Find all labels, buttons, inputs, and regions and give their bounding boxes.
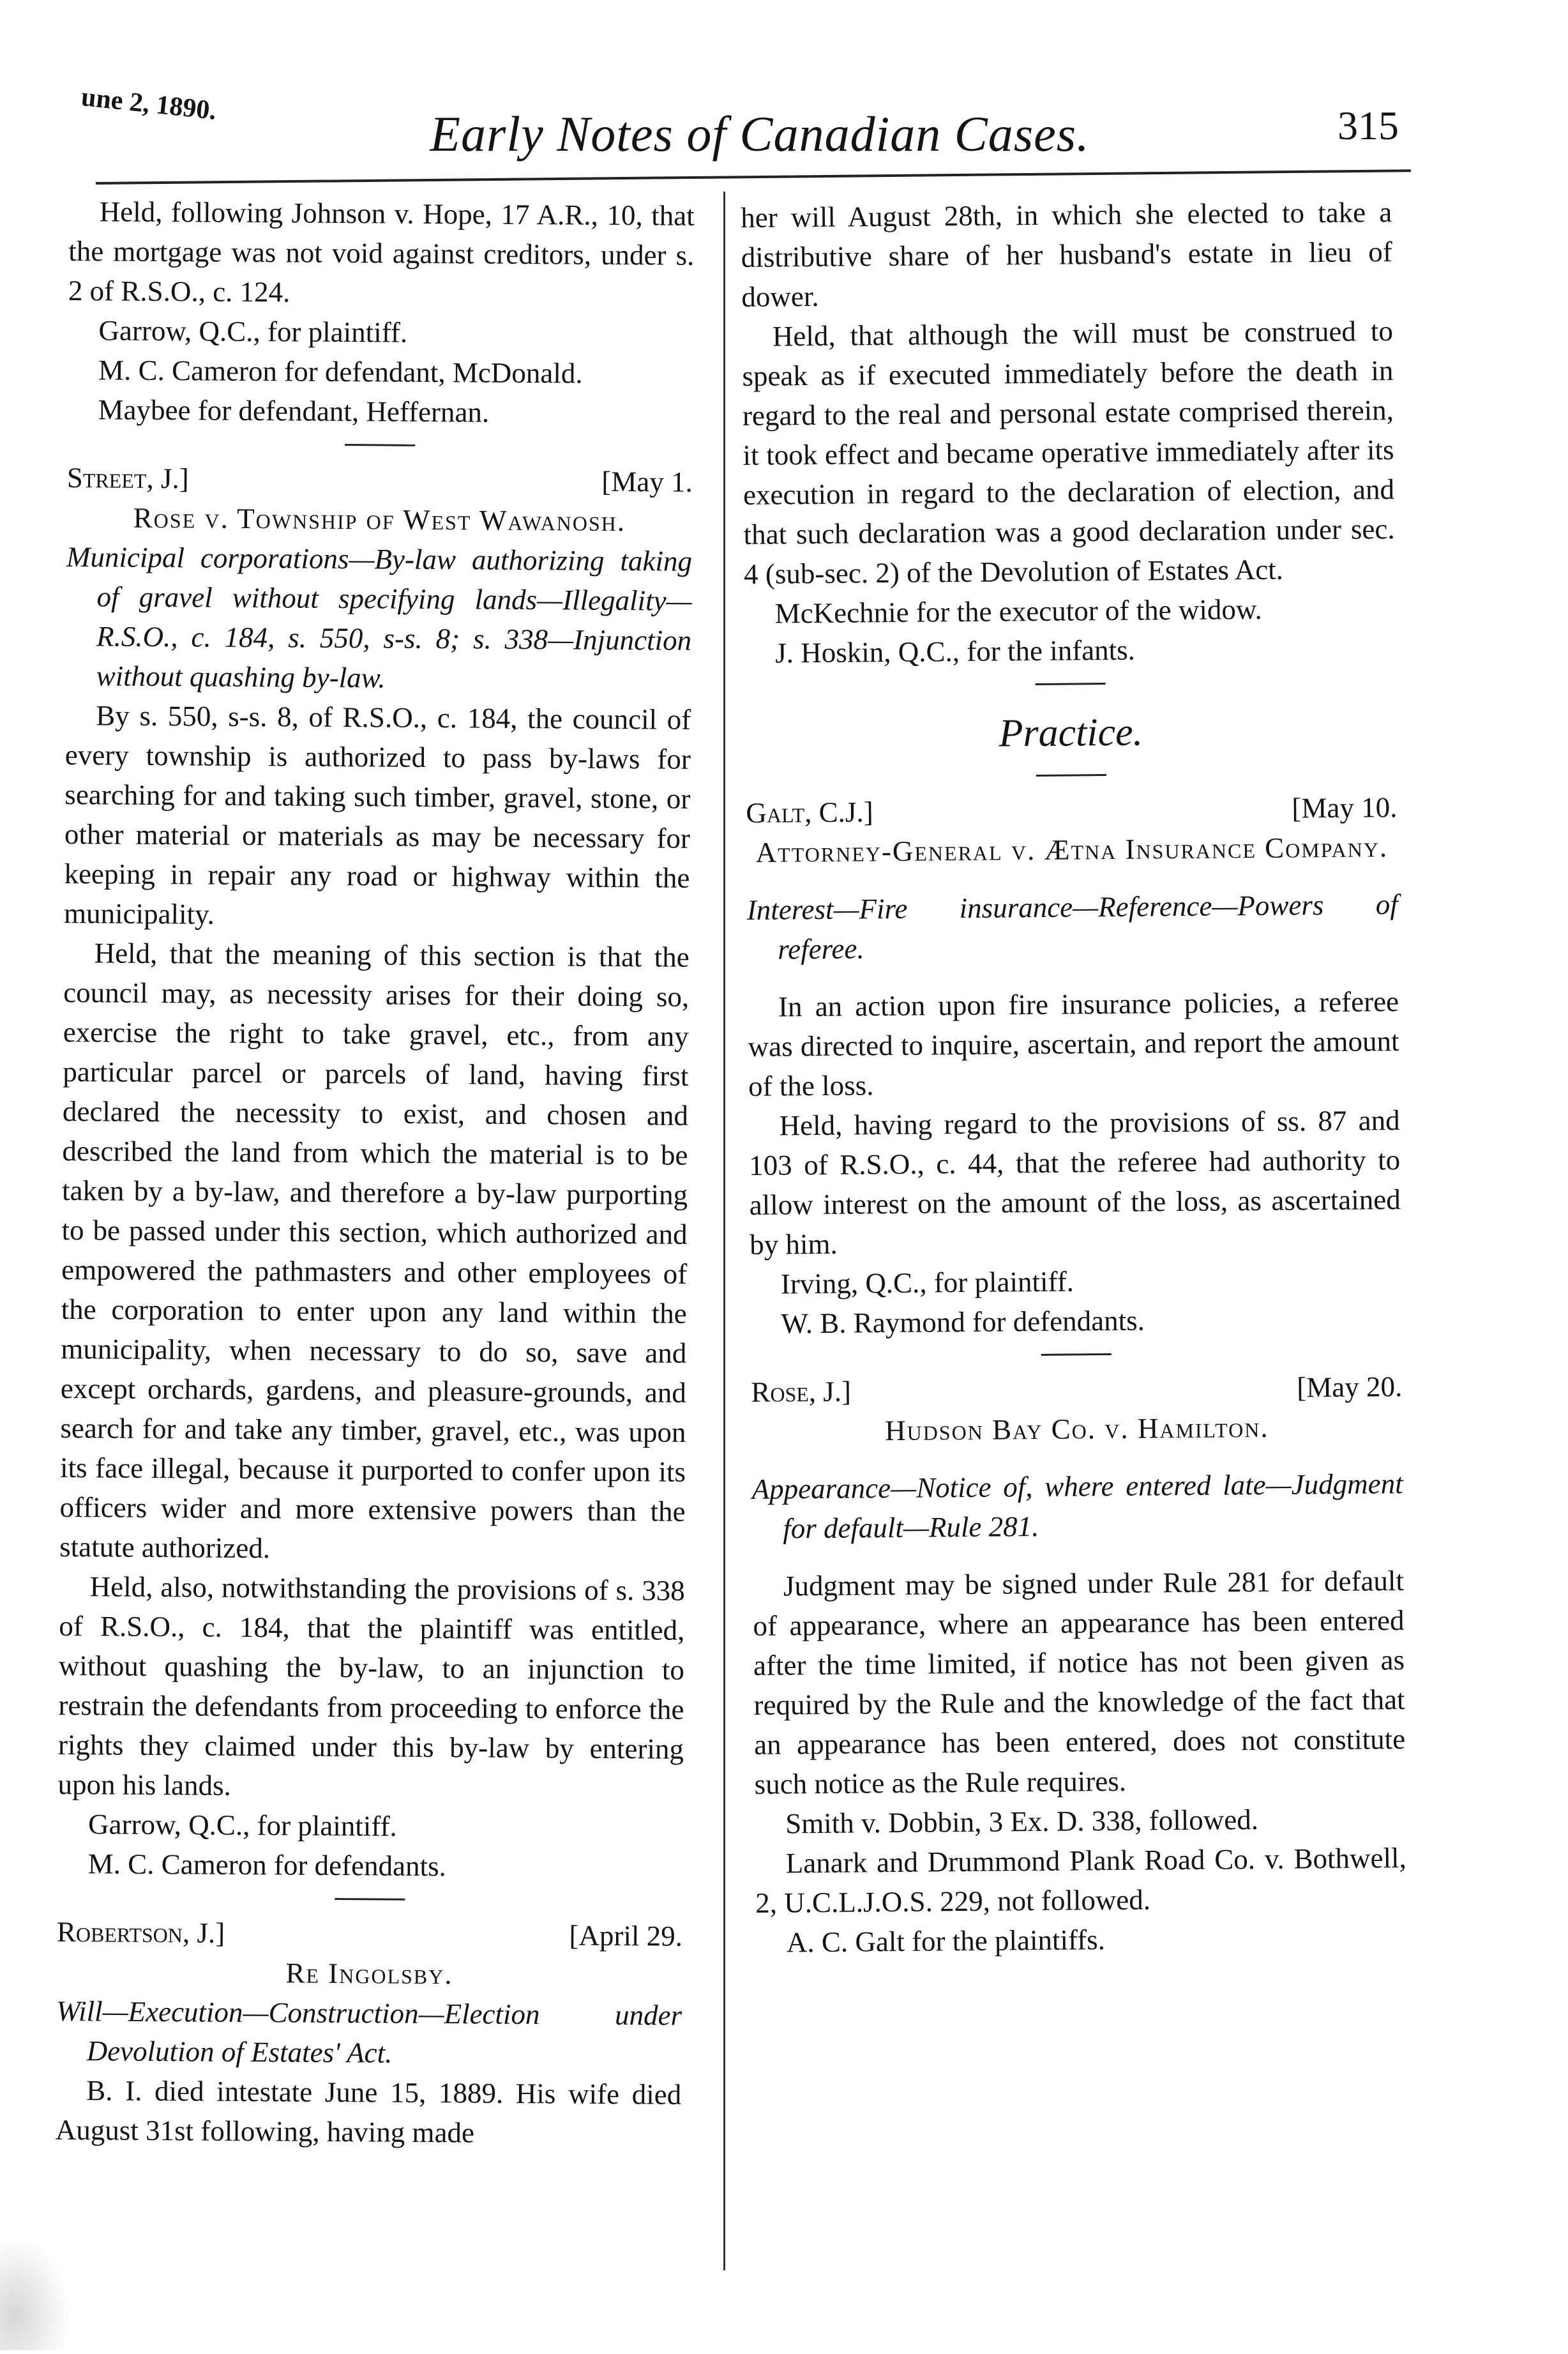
case-headnote: Municipal corporations—By-law authorizing taking of gravel without specifying lands—Illegality—R.S.O., c. 184, s. 550, s-s. 8; s. 338—Injunction without quashing by-law.: [66, 540, 693, 694]
page-number: 315: [1338, 103, 1399, 148]
left-column: [56, 192, 695, 2154]
counsel-line: M. C. Cameron for defendants.: [87, 1848, 447, 1883]
counsel-line: W. B. Raymond for defendants.: [781, 1304, 1145, 1340]
case-judge-line: [751, 1367, 1403, 1412]
case-paragraph: Held, that the meaning of this section is that the council may, as necessity arises for their doing so, exercise the right to take gravel, etc., from any particular parcel or parcels of land, having first declared the necessity to exist, and chosen and described the land from which the material is to be taken by a by-law, and therefore a by-law purporting to be passed under this section, which authorized and empowered the pathmasters and other employees of the corporation to enter upon any land within the municipality, when necessary to do so, save and except orchards, gardens, and pleasure-grounds, and search for and take any timber, gravel, etc., was upon its face illegal, because it purported to confer upon its officers wider and more extensive powers than the statute authorized.: [59, 937, 690, 1565]
case-date: [May 20.: [1297, 1371, 1403, 1404]
case-date: [May 1.: [601, 465, 693, 498]
case-date: [April 29.: [569, 1919, 683, 1952]
case-judge-line: [67, 458, 693, 502]
case-separator: [335, 1898, 405, 1901]
case-title: Rose v. Township of West Wawanosh.: [133, 501, 626, 538]
counsel-line: A. C. Galt for the plaintiffs.: [786, 1924, 1106, 1959]
case-judge: Rose, J.]: [751, 1375, 852, 1408]
case-judge: Galt, C.J.]: [746, 796, 873, 829]
counsel-line: Irving, Q.C., for plaintiff.: [780, 1265, 1074, 1300]
case-title: Re Ingolsby.: [285, 1957, 453, 1991]
continued-paragraph: her will August 28th, in which she elected to take a distributive share of her husband's estate in lieu of dower.: [741, 196, 1392, 313]
case-judge-line: [746, 787, 1398, 833]
case-headnote: Will—Execution—Construction—Election under Devolution of Estates' Act.: [56, 1994, 682, 2069]
case-separator: [345, 444, 415, 446]
right-column: [741, 192, 1407, 1963]
case-paragraph: Judgment may be signed under Rule 281 for default of appearance, where an appearance has been entered after the time limited, if notice has not been given as required by the Rule and the knowledge of the fact that an appearance has been entered, does not constitute such notice as the Rule requires.: [753, 1565, 1406, 1800]
case-judge: Robertson, J.]: [56, 1915, 225, 1949]
case-paragraph: By s. 550, s-s. 8, of R.S.O., c. 184, the council of every township is authorized to pass by-laws for searching for and taking such timber, gravel, stone, or other material or materials as may be necessary for keeping in repair any road or highway within the municipality.: [63, 699, 691, 930]
case-title: Hudson Bay Co. v. Hamilton.: [884, 1411, 1269, 1447]
case-paragraph: In an action upon fire insurance policies, a referee was directed to inquire, ascertain, and report the amount of the loss.: [748, 985, 1399, 1102]
case-title: Attorney-General v. Ætna Insurance Company.: [755, 831, 1389, 869]
held-paragraph: Held, following Johnson v. Hope, 17 A.R., 10, that the mortgage was not void against creditors, under s. 2 of R.S.O., c. 124.: [68, 195, 695, 308]
citation-line: Lanark and Drummond Plank Road Co. v. Bothwell, 2, U.C.L.J.O.S. 229, not followed.: [755, 1842, 1406, 1919]
section-separator: [1036, 774, 1106, 777]
counsel-line: Garrow, Q.C., for plaintiff.: [87, 1808, 397, 1842]
section-heading: Practice.: [999, 710, 1143, 756]
citation-line: Smith v. Dobbin, 3 Ex. D. 338, followed.: [785, 1803, 1259, 1840]
header-rule: [96, 169, 1411, 185]
case-separator: [1041, 1353, 1112, 1356]
case-date: [May 10.: [1292, 791, 1398, 824]
counsel-line: M. C. Cameron for defendant, McDonald.: [98, 354, 583, 390]
running-title: Early Notes of Canadian Cases.: [430, 106, 1090, 162]
case-paragraph: B. I. died intestate June 15, 1889. His wife died August 31st following, having made: [55, 2074, 682, 2149]
case-judge-line: [57, 1912, 682, 1956]
running-date: une 2, 1890.: [80, 82, 218, 126]
case-paragraph: Held, having regard to the provisions of ss. 87 and 103 of R.S.O., c. 44, that the referee had authority to allow interest on the amount of the loss, as ascertained by him.: [749, 1104, 1401, 1261]
page-smudge: [0, 2235, 70, 2350]
case-headnote: Appearance—Notice of, where entered late—Judgment for default—Rule 281.: [751, 1468, 1403, 1545]
case-headnote: Interest—Fire insurance—Reference—Powers of referee.: [746, 888, 1398, 966]
case-separator: [1036, 683, 1106, 685]
counsel-line: Maybee for defendant, Heffernan.: [98, 393, 490, 429]
case-judge: Street, J.]: [66, 461, 189, 495]
counsel-line: Garrow, Q.C., for plaintiff.: [98, 314, 408, 349]
column-divider: [723, 192, 725, 2270]
held-paragraph: Held, that although the will must be construed to speak as if executed immediately before the death in regard to the real and personal estate comprised therein, it took effect and became operative immediately after its execution in regard to the declaration of election, and that such declaration was a good declaration under sec. 4 (sub-sec. 2) of the Devolution of Estates Act.: [742, 315, 1395, 590]
counsel-line: J. Hoskin, Q.C., for the infants.: [775, 634, 1136, 669]
case-paragraph: Held, also, notwithstanding the provisions of s. 338 of R.S.O., c. 184, that the plaintiff was entitled, without quashing the by-law, to an injunction to restrain the defendants from proceeding to enforce the rights they claimed under this by-law by entering upon his lands.: [57, 1570, 685, 1802]
counsel-line: McKechnie for the executor of the widow.: [774, 593, 1262, 630]
